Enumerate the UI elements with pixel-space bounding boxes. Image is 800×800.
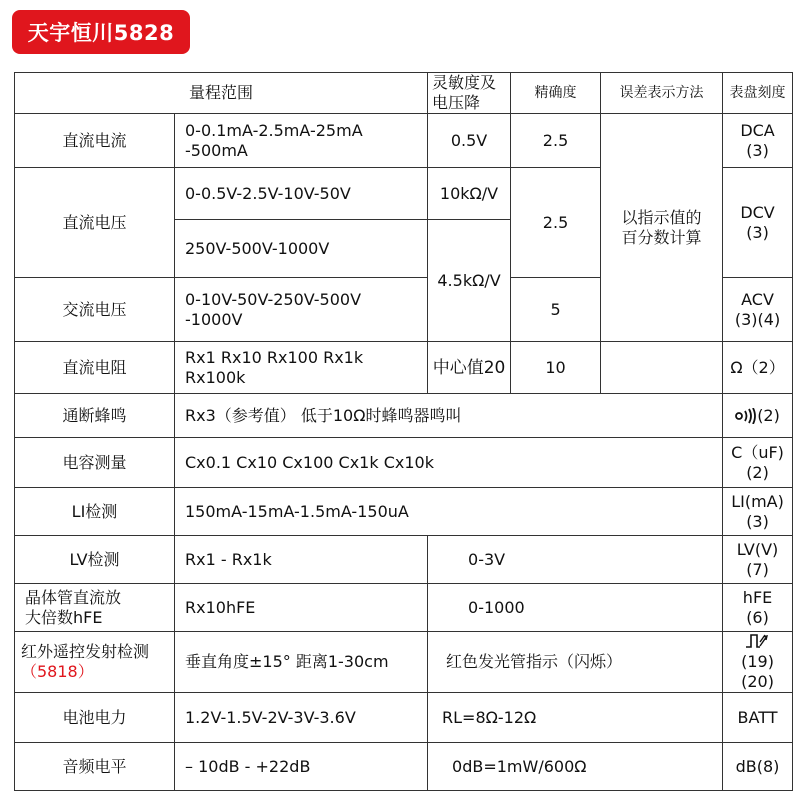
res-error-empty [601,342,723,394]
pulse-signal-icon [745,632,771,650]
dca-sensitivity: 0.5V [428,114,511,168]
acv-range [175,278,428,342]
audio-value: 0dB=1mW/600Ω [428,743,723,791]
batt-name: 电池电力 [15,693,175,743]
dca-range-line2: -500mA [185,140,248,160]
hfe-scale [723,584,793,632]
li-scale [723,488,793,536]
header-range: 量程范围 [15,73,428,114]
table-row-lv [15,536,793,584]
buzz-scale [723,394,793,438]
dcv-sensitivity-a: 10kΩ/V [428,168,511,220]
res-scale: Ω（2） [723,342,793,394]
header-sensitivity-line1: 灵敏度及 [432,73,497,92]
res-range-line2: Rx100k [185,367,246,387]
dcv-range-a: 0-0.5V-2.5V-10V-50V [175,168,428,220]
brand-badge: 天宇恒川5828 [12,10,190,54]
dca-scale-line1: DCA [740,120,775,140]
hfe-name-line1: 晶体管直流放 [25,587,122,607]
table-row-capacitance [15,438,793,488]
dcv-scale [723,168,793,278]
dca-accuracy: 2.5 [511,114,601,168]
dca-range [175,114,428,168]
table-row-resistance [15,342,793,394]
ir-name-line2: （5818） [21,662,94,681]
audio-name: 音频电平 [15,743,175,791]
buzzer-sound-icon [735,408,757,424]
dcv-name: 直流电压 [15,168,175,278]
error-method-line2: 百分数计算 [621,227,702,247]
cap-scale-line2: (2) [746,462,769,482]
ir-name [15,632,175,693]
header-sensitivity [428,73,511,114]
table-row-li [15,488,793,536]
table-row-battery [15,693,793,743]
ir-range: 垂直角度±15° 距离1-30cm [175,632,428,693]
dcv-scale-line2: (3) [746,222,769,242]
header-error-method: 误差表示方法 [601,73,723,114]
dca-scale-line2: (3) [746,140,769,160]
acv-scale [723,278,793,342]
audio-scale: dB(8) [723,743,793,791]
res-range-line1: Rx1 Rx10 Rx100 Rx1k [185,347,364,367]
acv-accuracy: 5 [511,278,601,342]
hfe-scale-line2: (6) [746,607,769,627]
lv-scale-line1: LV(V) [736,539,779,559]
res-sensitivity: 中心值20 [428,342,511,394]
buzz-name: 通断蜂鸣 [15,394,175,438]
cap-scale-line1: C（uF) [731,442,784,462]
header-row [15,73,793,114]
li-scale-line2: (3) [746,511,769,531]
batt-scale: BATT [723,693,793,743]
error-method-value [601,114,723,342]
audio-range: – 10dB - +22dB [175,743,428,791]
dca-range-line1: 0-0.1mA-2.5mA-25mA [185,120,363,140]
table-row-buzzer [15,394,793,438]
lv-scale [723,536,793,584]
buzz-scale-text: (2) [757,405,780,425]
header-accuracy: 精确度 [511,73,601,114]
res-name: 直流电阻 [15,342,175,394]
acv-name: 交流电压 [15,278,175,342]
hfe-name [15,584,175,632]
ir-pulse-icon-wrap [727,632,788,652]
dcv-range-b: 250V-500V-1000V [175,220,428,278]
table-row-ir [15,632,793,693]
buzz-range: Rx3（参考值） 低于10Ω时蜂鸣器鸣叫 [175,394,723,438]
header-dial-scale: 表盘刻度 [723,73,793,114]
ir-value: 红色发光管指示（闪烁） [428,632,723,693]
lv-value: 0-3V [428,536,723,584]
ir-name-line1: 红外遥控发射检测 [21,642,150,661]
spec-table [14,72,793,791]
batt-range: 1.2V-1.5V-2V-3V-3.6V [175,693,428,743]
acv-range-line2: -1000V [185,309,243,329]
hfe-scale-line1: hFE [742,587,773,607]
dcv-accuracy: 2.5 [511,168,601,278]
acv-scale-line2: (3)(4) [734,309,781,329]
table-row-dca [15,114,793,168]
cap-name: 电容测量 [15,438,175,488]
cap-range: Cx0.1 Cx10 Cx100 Cx1k Cx10k [175,438,723,488]
acv-sensitivity: 4.5kΩ/V [428,220,511,342]
dca-scale [723,114,793,168]
hfe-value: 0-1000 [428,584,723,632]
ir-scale [723,632,793,693]
li-range: 150mA-15mA-1.5mA-150uA [175,488,723,536]
acv-range-line1: 0-10V-50V-250V-500V [185,289,362,309]
table-row-audio [15,743,793,791]
hfe-name-line2: 大倍数hFE [25,607,103,627]
res-range [175,342,428,394]
header-sensitivity-line2: 电压降 [432,93,481,112]
res-accuracy: 10 [511,342,601,394]
acv-scale-line1: ACV [741,289,774,309]
lv-range: Rx1 - Rx1k [175,536,428,584]
dca-name: 直流电流 [15,114,175,168]
li-scale-line1: LI(mA) [731,491,784,511]
cap-scale [723,438,793,488]
hfe-range: Rx10hFE [175,584,428,632]
lv-name: LV检测 [15,536,175,584]
table-row-hfe [15,584,793,632]
batt-value: RL=8Ω-12Ω [428,693,723,743]
li-name: LI检测 [15,488,175,536]
error-method-line1: 以指示值的 [621,207,702,227]
dcv-scale-line1: DCV [740,202,775,222]
lv-scale-line2: (7) [746,559,769,579]
ir-scale-line2: (19)(20) [741,652,774,691]
